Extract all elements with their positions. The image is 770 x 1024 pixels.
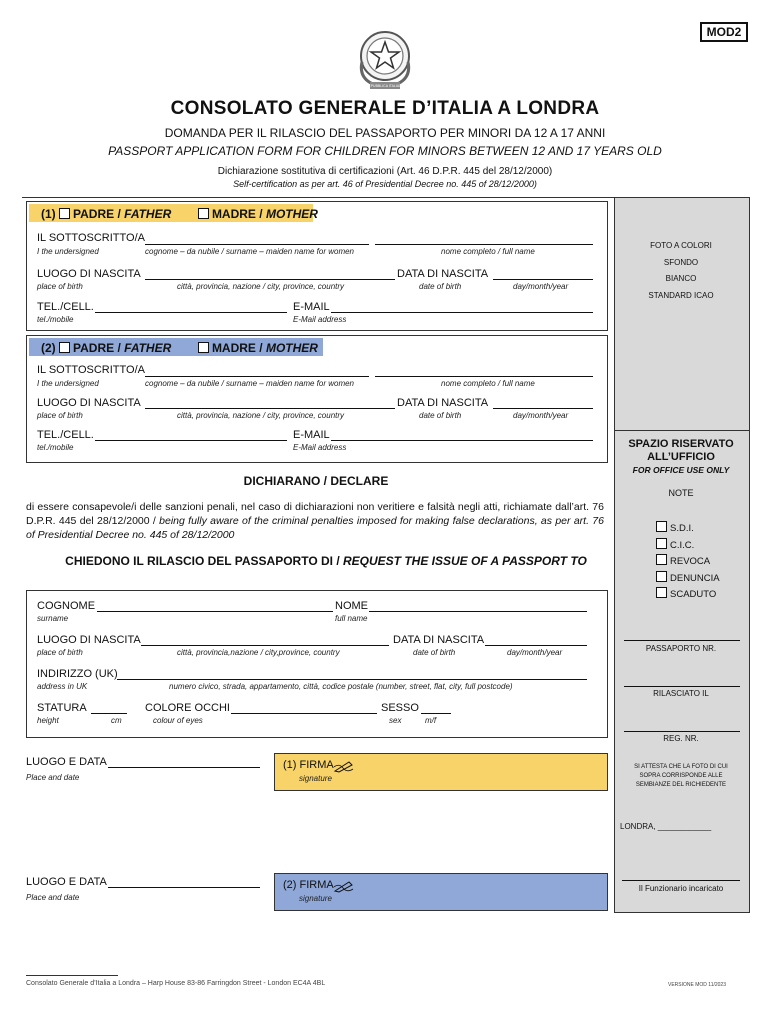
page-title: CONSOLATO GENERALE D’ITALIA A LONDRA	[170, 98, 600, 119]
child-height-label: STATURA	[37, 702, 87, 714]
office-check-cic[interactable]	[656, 538, 720, 555]
child-cm-hint: cm	[111, 716, 122, 725]
parent2-role: (2) PADRE / FATHER MADRE / MOTHER	[41, 341, 318, 355]
declare-body-en: being fully aware of the criminal penalties imposed for making false declarations, as per art. 76 of Presidential Decree no. 445 of 28/12/2000	[26, 515, 604, 541]
parent1-mother-checkbox[interactable]	[198, 208, 209, 219]
child-address-detail-hint: numero civico, strada, appartamento, città, codice postale (number, street, flat, city, full postcode)	[169, 682, 513, 691]
sign2-firma-label: (2) FIRMA	[283, 879, 334, 891]
child-dmy-hint: day/month/year	[507, 648, 563, 657]
child-section	[26, 590, 608, 738]
office-title-line2: ALL’UFFICIO	[647, 451, 715, 463]
office-official-label: Il Funzionario incaricato	[638, 884, 724, 893]
photo-instructions	[614, 238, 748, 304]
parent2-tel-label: TEL./CELL.	[37, 429, 94, 441]
sign2-signature-box[interactable]	[274, 873, 608, 911]
parent1-dob-label: DATA DI NASCITA	[397, 268, 489, 280]
parent1-tel-label: TEL./CELL.	[37, 301, 94, 313]
request-heading-it: CHIEDONO IL RILASCIO DEL PASSAPORTO DI /	[65, 554, 343, 568]
request-heading	[26, 554, 626, 568]
child-name-field[interactable]	[369, 611, 587, 612]
office-check-sdi[interactable]	[656, 521, 720, 538]
declaration-en: Self-certification as per art. 46 of Presidential Decree no. 445 of 28/12/2000)	[233, 179, 537, 189]
child-address-hint: address in UK	[37, 682, 88, 691]
child-eyes-label: COLORE OCCHI	[145, 702, 230, 714]
pen-icon	[333, 759, 355, 778]
subtitle-en: PASSPORT APPLICATION FORM FOR CHILDREN FOR MINORS BETWEEN 12 AND 17 YEARS OLD	[108, 144, 662, 158]
sign1-signature-hint: signature	[299, 774, 332, 783]
child-dob-hint: date of birth	[413, 648, 456, 657]
office-attest-text: SI ATTESTA CHE LA FOTO DI CUI SOPRA CORRISPONDE ALLE SEMBIANZE DEL RICHIEDENTE	[634, 764, 728, 788]
child-mf-hint: m/f	[425, 716, 437, 725]
office-check-cic-label: C.I.C.	[670, 539, 695, 551]
photo-line1: FOTO A COLORI	[650, 241, 712, 250]
footer-divider	[26, 975, 118, 976]
parent1-number: (1)	[41, 207, 56, 221]
parent2-email-label: E-MAIL	[293, 429, 330, 441]
parent1-surname-hint: cognome – da nubile / surname – maiden name for women	[145, 247, 355, 256]
parent1-email-field[interactable]	[331, 312, 593, 313]
sign1-place-label: LUOGO E DATA	[26, 756, 107, 768]
parent2-dob-hint: date of birth	[419, 411, 462, 420]
parent2-surname-field[interactable]	[145, 376, 369, 377]
office-check-scaduto[interactable]	[656, 587, 720, 604]
parent2-padre: PADRE	[73, 341, 115, 355]
sign2-signature-hint: signature	[299, 894, 332, 903]
parent2-birthplace-field[interactable]	[145, 408, 395, 409]
parent1-undersigned-hint: I the undersigned	[37, 247, 99, 256]
parent2-section	[26, 335, 608, 463]
child-sex-hint: sex	[389, 716, 402, 725]
child-dob-label: DATA DI NASCITA	[393, 634, 485, 646]
parent1-birthplace-field[interactable]	[145, 279, 395, 280]
parent2-name-hint: nome completo / full name	[441, 379, 535, 388]
parent2-email-field[interactable]	[331, 440, 593, 441]
photo-line3: BIANCO	[665, 274, 697, 283]
child-sex-label: SESSO	[381, 702, 419, 714]
parent1-madre: MADRE	[211, 207, 256, 221]
parent1-mother: MOTHER	[265, 207, 318, 221]
child-dob-field[interactable]	[485, 645, 587, 646]
office-title	[614, 438, 748, 464]
parent1-email-label: E-MAIL	[293, 301, 330, 313]
sign2-place-field[interactable]	[108, 887, 260, 888]
office-check-revoca[interactable]	[656, 554, 720, 571]
child-height-field[interactable]	[91, 713, 127, 714]
parent1-dob-field[interactable]	[493, 279, 593, 280]
parent2-surname-hint: cognome – da nubile / surname – maiden name for women	[145, 379, 355, 388]
child-address-label: INDIRIZZO (UK)	[37, 668, 118, 680]
parent1-undersigned-label: IL SOTTOSCRITTO/A	[37, 232, 145, 244]
child-address-field[interactable]	[117, 679, 587, 680]
office-passport-field[interactable]	[624, 640, 740, 641]
parent1-name-field[interactable]	[375, 244, 593, 245]
parent2-undersigned-label: IL SOTTOSCRITTO/A	[37, 364, 145, 376]
pen-icon	[333, 879, 355, 898]
parent1-surname-field[interactable]	[145, 244, 369, 245]
parent1-city-hint: città, provincia, nazione / city, province, country	[177, 282, 345, 291]
office-title-en: FOR OFFICE USE ONLY	[632, 465, 730, 475]
office-check-denuncia-label: DENUNCIA	[670, 572, 720, 584]
office-check-revoca-label: REVOCA	[670, 556, 711, 567]
sign2-place-hint: Place and date	[26, 893, 80, 902]
form-code: MOD2	[700, 22, 748, 42]
parent2-tel-field[interactable]	[95, 440, 287, 441]
emblem-logo	[348, 22, 422, 96]
subtitle-it: DOMANDA PER IL RILASCIO DEL PASSAPORTO PER MINORI DA 12 A 17 ANNI	[164, 126, 606, 140]
office-checklist	[656, 521, 720, 604]
sign1-signature-box[interactable]	[274, 753, 608, 791]
office-issued-field[interactable]	[624, 686, 740, 687]
child-sex-field[interactable]	[421, 713, 451, 714]
parent2-mother-checkbox[interactable]	[198, 342, 209, 353]
child-city-hint: città, provincia,nazione / city,province, country	[177, 648, 340, 657]
office-issued-label: RILASCIATO IL	[653, 689, 709, 698]
parent2-email-hint: E-Mail address	[293, 443, 347, 452]
office-check-denuncia[interactable]	[656, 571, 720, 588]
parent2-name-field[interactable]	[375, 376, 593, 377]
parent1-name-hint: nome completo / full name	[441, 247, 535, 256]
parent2-madre: MADRE	[211, 341, 256, 355]
parent1-dmy-hint: day/month/year	[513, 282, 569, 291]
declare-body-it: di essere consapevole/i delle sanzioni penali, nel caso di dichiarazioni non veritiere e falsità negli atti, richiamate dall’art. 76 D.P.R. 445 del 28/12/2000 /	[26, 501, 604, 527]
sign1-place-hint: Place and date	[26, 773, 80, 782]
parent2-city-hint: città, provincia, nazione / city, province, country	[177, 411, 345, 420]
parent2-birthplace-label: LUOGO DI NASCITA	[37, 397, 141, 409]
parent2-place-hint: place of birth	[37, 411, 83, 420]
footer-address: Consolato Generale d’Italia a Londra – Harp House 83-86 Farringdon Street - London EC4A 4BL	[26, 980, 326, 987]
form-divider	[22, 197, 614, 198]
child-place-hint: place of birth	[37, 648, 83, 657]
office-check-sdi-label: S.D.I.	[670, 523, 694, 534]
parent1-father: FATHER	[124, 207, 172, 221]
child-surname-hint: surname	[37, 614, 69, 623]
parent1-padre: PADRE	[73, 207, 115, 221]
office-note: NOTE	[668, 488, 694, 498]
sign2-place-label: LUOGO E DATA	[26, 876, 107, 888]
parent2-father-checkbox[interactable]	[59, 342, 70, 353]
office-reg-label: REG. NR.	[663, 734, 699, 743]
declare-body	[26, 500, 604, 542]
parent1-tel-field[interactable]	[95, 312, 287, 313]
child-eyes-hint: colour of eyes	[153, 716, 203, 725]
child-height-hint: height	[37, 716, 59, 725]
child-surname-label: COGNOME	[37, 600, 96, 612]
parent2-dob-field[interactable]	[493, 408, 593, 409]
parent1-birthplace-label: LUOGO DI NASCITA	[37, 268, 141, 280]
parent2-undersigned-hint: I the undersigned	[37, 379, 99, 388]
sign1-firma-label: (1) FIRMA	[283, 759, 334, 771]
declare-heading: DICHIARANO / DECLARE	[243, 474, 389, 488]
photo-box	[614, 197, 750, 431]
parent2-mother: MOTHER	[265, 341, 318, 355]
parent1-email-hint: E-Mail address	[293, 315, 347, 324]
child-name-hint: full name	[335, 614, 368, 623]
child-birthplace-label: LUOGO DI NASCITA	[37, 634, 141, 646]
office-reg-field[interactable]	[624, 731, 740, 732]
photo-line4: STANDARD ICAO	[648, 290, 714, 300]
parent2-dob-label: DATA DI NASCITA	[397, 397, 489, 409]
parent1-place-hint: place of birth	[37, 282, 83, 291]
photo-line2: SFONDO	[663, 257, 699, 267]
child-birthplace-field[interactable]	[141, 645, 389, 646]
parent2-number: (2)	[41, 341, 56, 355]
declaration-it: Dichiarazione sostitutiva di certificazioni (Art. 46 D.P.R. 445 del 28/12/2000)	[217, 166, 553, 177]
child-name-label: NOME	[335, 600, 368, 612]
parent1-role: (1) PADRE / FATHER MADRE / MOTHER	[41, 207, 318, 221]
sign1-place-field[interactable]	[108, 767, 260, 768]
office-london-date: LONDRA, ____________	[620, 822, 712, 831]
footer-version: VERSIONE MOD 11/2023	[668, 982, 726, 988]
parent1-dob-hint: date of birth	[419, 282, 462, 291]
parent2-telmob-hint: tel./mobile	[37, 443, 74, 452]
office-official-signature[interactable]	[622, 880, 740, 881]
office-check-scaduto-label: SCADUTO	[670, 589, 717, 600]
office-passport-label: PASSAPORTO NR.	[645, 644, 717, 653]
request-heading-en: REQUEST THE ISSUE OF A PASSPORT TO	[342, 554, 587, 568]
office-title-line1: SPAZIO RISERVATO	[628, 438, 734, 450]
child-eyes-field[interactable]	[231, 713, 377, 714]
child-surname-field[interactable]	[97, 611, 333, 612]
emblem-motto: REPUBBLICA ITALIANA	[365, 84, 405, 88]
parent1-section	[26, 201, 608, 331]
parent1-telmob-hint: tel./mobile	[37, 315, 74, 324]
parent1-father-checkbox[interactable]	[59, 208, 70, 219]
parent2-dmy-hint: day/month/year	[513, 411, 569, 420]
parent2-father: FATHER	[124, 341, 172, 355]
